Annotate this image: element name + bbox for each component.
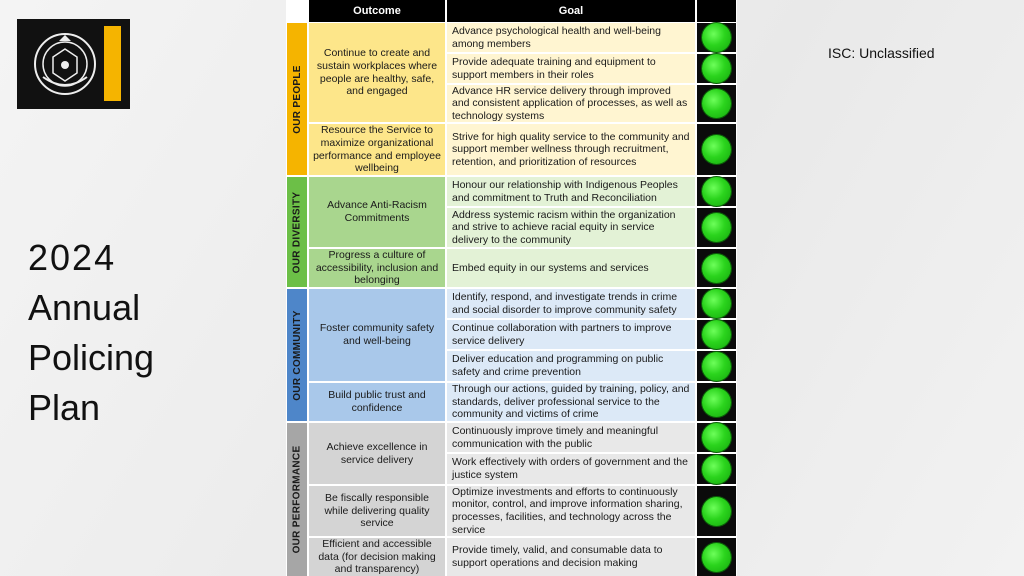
green-circle-icon [702, 352, 731, 381]
goal-cell: Honour our relationship with Indigenous Peoples and commitment to Truth and Reconciliation [447, 177, 695, 206]
outcome-cell: Resource the Service to maximize organizational performance and employee wellbeing [309, 124, 445, 175]
status-cell [697, 320, 736, 349]
outcome-cell: Progress a culture of accessibility, inclusion and belonging [309, 249, 445, 287]
status-cell [697, 351, 736, 381]
status-cell [697, 208, 736, 247]
green-circle-icon [702, 455, 731, 484]
status-cell [697, 249, 736, 287]
goal-cell: Deliver education and programming on public safety and crime prevention [447, 351, 695, 381]
outcome-cell: Continue to create and sustain workplaces where people are healthy, safe, and engaged [309, 23, 445, 122]
page-title [28, 233, 248, 433]
green-circle-icon [702, 289, 731, 318]
status-cell [697, 54, 736, 83]
goal-cell: Optimize investments and efforts to continuously monitor, control, and improve information sharing, processes, facilities, and technology across the service [447, 486, 695, 536]
green-circle-icon [702, 89, 731, 118]
outcome-cell: Foster community safety and well-being [309, 289, 445, 381]
goal-cell: Through our actions, guided by training, policy, and standards, deliver professional service to the community and victims of crime [447, 383, 695, 421]
section-our-diversity: OUR DIVERSITY [287, 177, 307, 287]
green-circle-icon [702, 423, 731, 452]
section-our-people: OUR PEOPLE [287, 23, 307, 175]
green-circle-icon [702, 135, 731, 164]
status-cell [697, 486, 736, 536]
goal-cell: Address systemic racism within the organization and strive to achieve racial equity in service delivery to the community [447, 208, 695, 247]
green-circle-icon [702, 23, 731, 52]
police-crest-icon [25, 27, 105, 101]
classification-label: ISC: Unclassified [828, 45, 935, 61]
section-our-performance: OUR PERFORMANCE [287, 423, 307, 576]
goal-cell: Identify, respond, and investigate trends in crime and social disorder to improve community safety [447, 289, 695, 318]
green-circle-icon [702, 497, 731, 526]
goal-column-header: Goal [447, 0, 695, 22]
goal-cell: Work effectively with orders of government and the justice system [447, 454, 695, 484]
green-circle-icon [702, 213, 731, 242]
outcome-cell: Be fiscally responsible while delivering quality service [309, 486, 445, 536]
outcome-cell: Efficient and accessible data (for decision making and transparency) [309, 538, 445, 576]
status-cell [697, 124, 736, 175]
status-cell [697, 289, 736, 318]
green-circle-icon [702, 254, 731, 283]
title-line-2: Annual [28, 287, 141, 328]
status-cell [697, 23, 736, 52]
green-circle-icon [702, 320, 731, 349]
status-cell [697, 454, 736, 484]
status-cell [697, 538, 736, 576]
goal-cell: Strive for high quality service to the community and support member wellness through recruitment, retention, and prioritization of resources [447, 124, 695, 175]
section-our-community: OUR COMMUNITY [287, 289, 307, 421]
title-line-4: Plan [28, 387, 101, 428]
goal-cell: Advance psychological health and well-being among members [447, 23, 695, 52]
green-circle-icon [702, 388, 731, 417]
goal-cell: Continuously improve timely and meaningful communication with the public [447, 423, 695, 452]
status-cell [697, 423, 736, 452]
goal-cell: Embed equity in our systems and services [447, 249, 695, 287]
policing-plan-table [286, 0, 737, 576]
goal-cell: Advance HR service delivery through improved and consistent application of processes, as well as technology systems [447, 85, 695, 122]
outcome-cell: Advance Anti-Racism Commitments [309, 177, 445, 247]
green-circle-icon [702, 543, 731, 572]
title-line-year: 2024 [28, 237, 117, 278]
status-column-header [697, 0, 736, 22]
status-cell [697, 383, 736, 421]
status-cell [697, 177, 736, 206]
goal-cell: Provide timely, valid, and consumable data to support operations and decision making [447, 538, 695, 576]
goal-cell: Provide adequate training and equipment to support members in their roles [447, 54, 695, 83]
outcome-column-header: Outcome [309, 0, 445, 22]
police-logo [17, 19, 130, 109]
green-circle-icon [702, 54, 731, 83]
title-line-3: Policing [28, 337, 155, 378]
green-circle-icon [702, 177, 731, 206]
goal-cell: Continue collaboration with partners to improve service delivery [447, 320, 695, 349]
outcome-cell: Build public trust and confidence [309, 383, 445, 421]
logo-accent-bar [104, 26, 121, 101]
status-cell [697, 85, 736, 122]
outcome-cell: Achieve excellence in service delivery [309, 423, 445, 484]
